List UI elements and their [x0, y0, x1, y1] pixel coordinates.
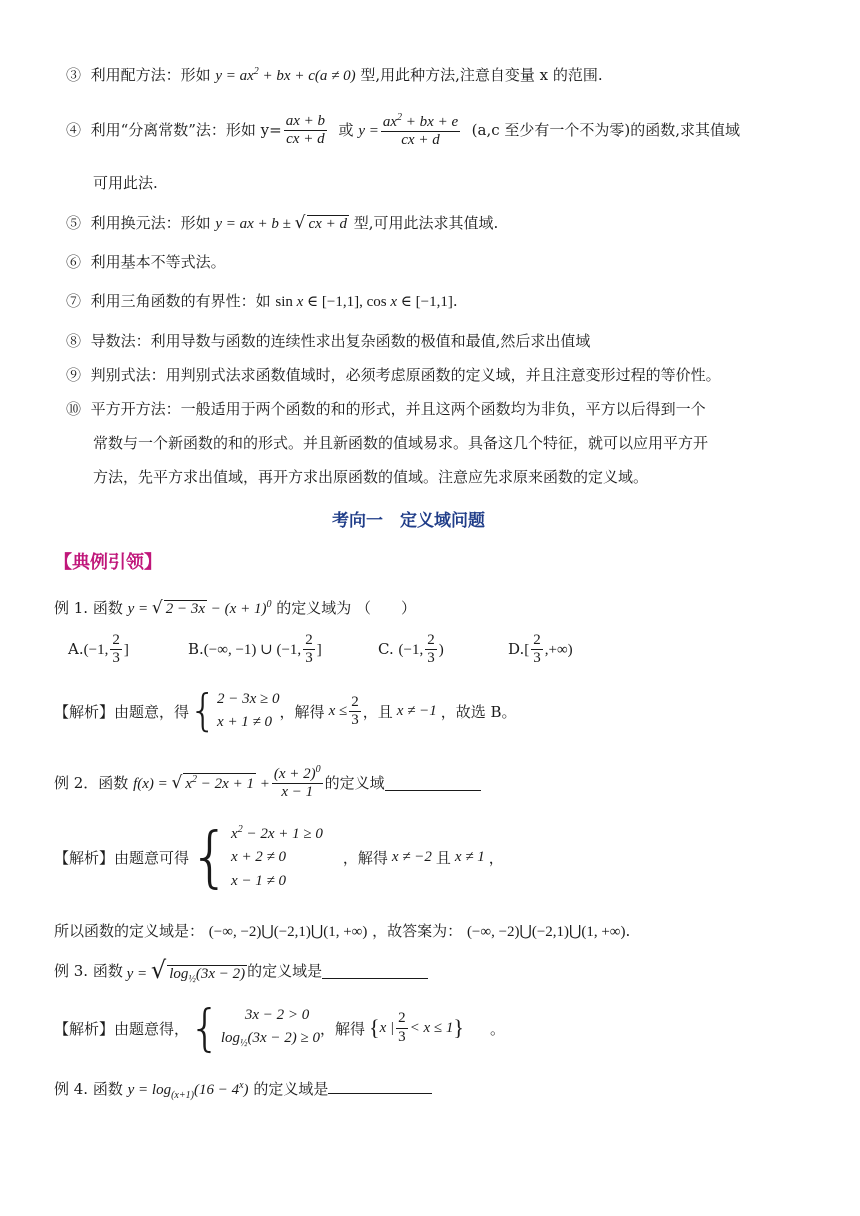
method-text: 平方开方法：一般适用于两个函数的和的形式，并且这两个函数均为非负，平方以后得到一个: [90, 400, 706, 418]
method-4: [66, 112, 740, 150]
method-text: (a,c 至少有一个不为零)的函数,求其值域: [471, 120, 741, 139]
solution-label: 【解析】: [54, 702, 115, 721]
method-3: [66, 64, 603, 85]
example-3: [54, 956, 428, 985]
example-text: 的定义域是: [247, 962, 323, 980]
example-label: 例 1. 函数: [54, 599, 123, 617]
answer-blank: [322, 963, 428, 979]
answer-blank: [385, 775, 481, 791]
method-text: 型,可用此法求其值域.: [353, 214, 499, 232]
example-text: 的定义域为 （ ）: [276, 599, 417, 617]
solution-text: ，故选 B。: [440, 702, 517, 721]
solution-label: 【解析】: [54, 1019, 115, 1038]
method-text: .: [452, 292, 458, 310]
choice-d: D.[ $\frac{2}{3}$ ,+∞): [508, 632, 573, 667]
choice-letter: D.: [508, 639, 525, 658]
equation-system: 3x − 2 > 0 $\log_{\frac{1}{2}}(3x - 2) \ge 0$: [220, 1007, 321, 1050]
solution-text: ，解得: [320, 1019, 366, 1038]
formula: y = √ $2 - 3x - (x + 1)^0$: [127, 598, 272, 618]
example-label: 例 3. 函数: [54, 962, 123, 980]
choice-c: C. (−1, $\frac{2}{3}$ ): [378, 632, 444, 667]
example-label: 例 4. 函数: [54, 1080, 123, 1098]
method-number: ⑩: [66, 400, 82, 418]
method-text: 导数法：利用导数与函数的连续性求出复杂函数的极值和最值,然后求出值域: [90, 332, 591, 350]
solution-text: ，: [488, 848, 504, 867]
method-text: 常数与一个新函数的和的形式。并且新函数的值域易求。具备这几个特征，就可以应用平方开: [93, 434, 709, 452]
example-1: [54, 597, 416, 618]
method-text: 利用三角函数的有界性：如: [90, 292, 271, 310]
solution-text: ，故答案为：: [372, 922, 463, 940]
method-text: 利用基本不等式法。: [90, 253, 226, 271]
formula: y = ax + b ± √ cx + d: [215, 213, 347, 233]
method-text: 型,用此种方法,注意自变量 x 的范围.: [360, 66, 603, 84]
method-number: ③: [66, 66, 82, 84]
formula: $y = ax^2$ + bx + c(a ≠ 0): [215, 66, 356, 84]
brace: {: [189, 999, 221, 1057]
formula-fraction: $\frac{ax^2 + bx + e}{cx + d}$: [382, 112, 459, 149]
method-text: 或: [338, 120, 354, 139]
formula: y = √ $\log_{\frac{1}{2}}(3x - 2)$: [122, 956, 246, 985]
example-4: [54, 1078, 432, 1101]
solution-2: 【解析】 由题意可得 { $x^2 - 2x + 1 \ge 0$ x + 2 ≠ 0 x − 1 ≠ 0 ，解得 x ≠ −2 且 x ≠ 1 ，: [54, 818, 504, 896]
choice-b: B.(−∞, −1) ∪ (−1, $\frac{2}{3}$ ]: [188, 632, 322, 667]
formula: f(x) = √ $x^2 - 2x + 1$ +: [133, 772, 270, 793]
example-label: 例 2．函数: [54, 774, 129, 793]
solution-text: ，解得: [342, 848, 388, 867]
formula: y =: [358, 122, 379, 139]
method-number: ⑥: [66, 253, 82, 271]
solution-text: 且: [435, 848, 451, 867]
brace: {: [189, 818, 232, 896]
solution-text: 由题意，得: [114, 702, 190, 721]
method-9: [66, 364, 721, 385]
formula-fraction: $\frac{ax + b}{cx + d}$: [285, 113, 325, 148]
formula: $y = \log_{(x+1)}(16 - 4^x)$: [127, 1080, 249, 1101]
choice-letter: A.: [68, 639, 84, 658]
method-8: [66, 330, 590, 351]
method-text: 利用“分离常数”法：形如 y=: [90, 120, 282, 139]
solution-text: 由题意可得: [114, 848, 190, 867]
solution-label: 【解析】: [54, 848, 115, 867]
equation-system: 2 − 3x ≥ 0 x + 1 ≠ 0: [217, 691, 280, 731]
method-number: ⑧: [66, 332, 82, 350]
method-text: 利用配方法：形如: [90, 66, 211, 84]
method-text: 判别式法：用判别式法求函数值域时，必须考虑原函数的定义域，并且注意变形过程的等价性。: [90, 366, 721, 384]
method-number: ⑨: [66, 366, 82, 384]
solution-text: 所以函数的定义域是：: [54, 922, 205, 940]
method-number: ④: [66, 120, 82, 139]
method-number: ⑦: [66, 292, 82, 310]
example-text: 的定义域: [324, 774, 385, 793]
solution-3: 【解析】 由题意得， { 3x − 2 > 0 $\log_{\frac{1}{2}}(3x - 2) \ge 0$ ，解得 { x | $\frac{2}{3}$ < x ≤ 1 } 。: [54, 999, 505, 1057]
method-text: 可用此法.: [93, 174, 158, 192]
method-7: [66, 290, 458, 311]
solution-text: 。: [489, 1019, 505, 1038]
choice-letter: B.: [188, 639, 204, 658]
brace: {: [189, 685, 218, 737]
solution-text: ，解得: [279, 702, 325, 721]
choice-a: A.(−1, $\frac{2}{3}$ ]: [68, 632, 129, 667]
equation-system: $x^2 - 2x + 1 \ge 0$ x + 2 ≠ 0 x − 1 ≠ 0: [231, 824, 323, 889]
lead-heading: 【典例引领】: [54, 552, 162, 573]
conclusion-2: 所以函数的定义域是： (−∞, −2)⋃(−2,1)⋃(1, +∞) ，故答案为： (−∞, −2)⋃(−2,1)⋃(1, +∞).: [54, 922, 631, 940]
answer-blank: [328, 1078, 432, 1094]
method-6: [66, 251, 226, 272]
solution-text: ，且: [362, 702, 393, 721]
section-title: 考向一 定义域问题: [332, 511, 485, 531]
method-text: 利用换元法：形如: [90, 214, 211, 232]
example-2: 例 2．函数 f(x) = √ $x^2 - 2x + 1$ + $\frac{(x + 2)^0}{x - 1}$ 的定义域: [54, 764, 481, 802]
method-5: [66, 212, 498, 233]
choice-letter: C.: [378, 639, 394, 658]
method-10: [66, 398, 706, 419]
method-text: 方法，先平方求出值域，再开方求出原函数的值域。注意应先求原来函数的定义域。: [93, 468, 649, 486]
example-text: 的定义域是: [253, 1080, 329, 1098]
method-number: ⑤: [66, 214, 82, 232]
solution-1: 【解析】 由题意，得 { 2 − 3x ≥ 0 x + 1 ≠ 0 ，解得 x ≤ $\frac{2}{3}$ ，且 x ≠ −1 ，故选 B。: [54, 685, 517, 737]
solution-text: 由题意得，: [114, 1019, 190, 1038]
formula: sin x ∈ [−1,1], cos x ∈ [−1,1]: [275, 294, 453, 310]
solution-text: .: [625, 922, 631, 940]
